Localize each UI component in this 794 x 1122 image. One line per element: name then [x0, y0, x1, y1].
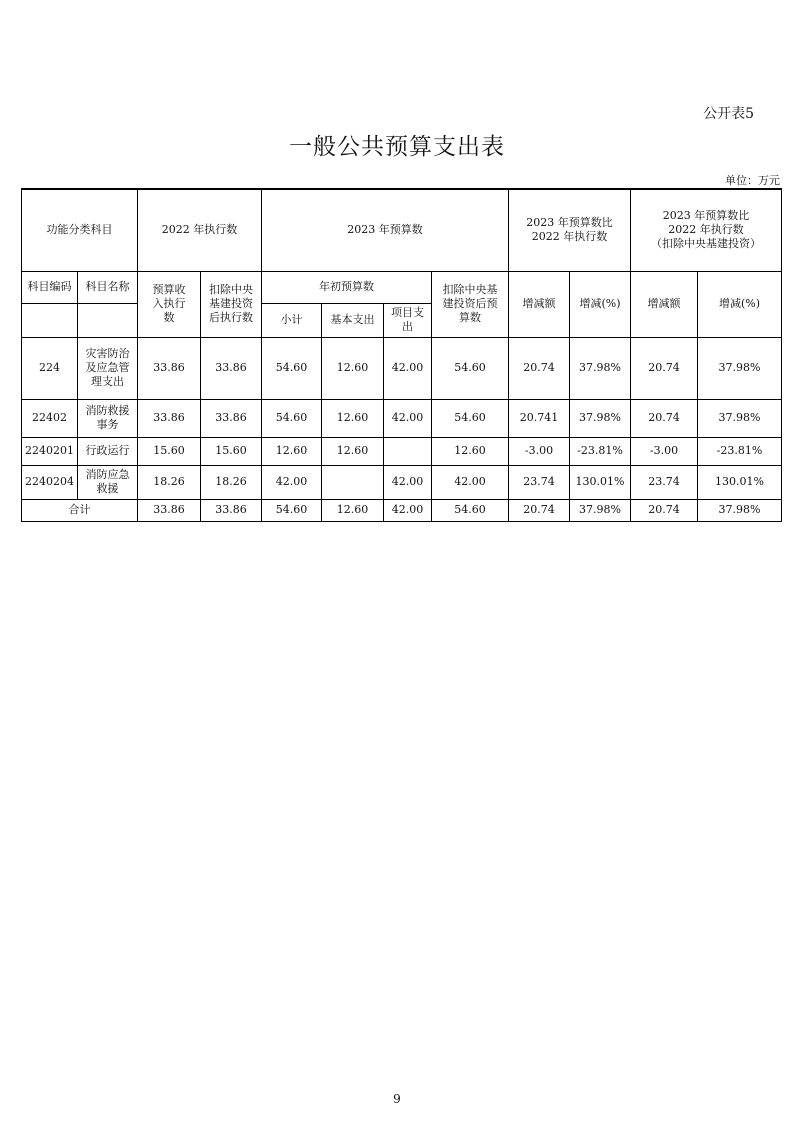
cell-value: 130.01% — [698, 465, 782, 499]
cell-value: 37.98% — [570, 399, 631, 437]
header-project-expenditure: 项目支出 — [384, 303, 432, 337]
header-compare-2022-excl: 2023 年预算数比 2022 年执行数 （扣除中央基建投资） — [631, 189, 782, 271]
header-subject-name: 科目名称 — [78, 271, 138, 303]
cell-code: 2240201 — [22, 437, 78, 465]
cell-value — [384, 437, 432, 465]
cell-value: 15.60 — [138, 437, 201, 465]
cell-value: 18.26 — [138, 465, 201, 499]
cell-value: 20.74 — [509, 499, 570, 521]
budget-expenditure-table — [21, 188, 782, 522]
cell-name: 消防救援事务 — [78, 399, 138, 437]
header-2023-budget: 2023 年预算数 — [262, 189, 509, 271]
cell-value: -3.00 — [509, 437, 570, 465]
cell-name: 灾害防治及应急管理支出 — [78, 337, 138, 399]
cell-value: -23.81% — [698, 437, 782, 465]
page-number: 9 — [393, 1092, 401, 1106]
header-blank-code — [22, 303, 78, 337]
cell-code: 2240204 — [22, 465, 78, 499]
header-budget-income-execution: 预算收入执行数 — [138, 271, 201, 337]
table-row — [22, 437, 782, 465]
cell-value: 54.60 — [262, 499, 322, 521]
table-row — [22, 399, 782, 437]
cell-value: 37.98% — [698, 337, 782, 399]
cell-value: 54.60 — [432, 399, 509, 437]
cell-value: -3.00 — [631, 437, 698, 465]
cell-value: 42.00 — [432, 465, 509, 499]
header-increase-percent-1: 增减(%) — [570, 271, 631, 337]
cell-value: 12.60 — [322, 499, 384, 521]
cell-value: 23.74 — [509, 465, 570, 499]
cell-value: 42.00 — [384, 337, 432, 399]
cell-value: 33.86 — [201, 399, 262, 437]
cell-value: 37.98% — [570, 337, 631, 399]
cell-value: 54.60 — [262, 399, 322, 437]
cell-value: 20.741 — [509, 399, 570, 437]
cell-value: 15.60 — [201, 437, 262, 465]
header-execution-excl-central: 扣除中央基建投资后执行数 — [201, 271, 262, 337]
cell-value: 12.60 — [262, 437, 322, 465]
unit-label: 单位：万元 — [725, 174, 780, 187]
cell-value: 54.60 — [262, 337, 322, 399]
cell-value: 33.86 — [201, 499, 262, 521]
cell-value: 42.00 — [384, 465, 432, 499]
cell-value — [322, 465, 384, 499]
table-row — [22, 337, 782, 399]
cell-value: 130.01% — [570, 465, 631, 499]
cell-value: 42.00 — [384, 399, 432, 437]
cell-value: 37.98% — [698, 499, 782, 521]
cell-value: 23.74 — [631, 465, 698, 499]
cell-value: 18.26 — [201, 465, 262, 499]
form-number: 公开表5 — [703, 106, 754, 122]
cell-value: -23.81% — [570, 437, 631, 465]
header-2022-execution: 2022 年执行数 — [138, 189, 262, 271]
cell-code: 224 — [22, 337, 78, 399]
header-subtotal: 小计 — [262, 303, 322, 337]
cell-name: 行政运行 — [78, 437, 138, 465]
header-increase-amount-2: 增减额 — [631, 271, 698, 337]
cell-name: 消防应急救援 — [78, 465, 138, 499]
cell-value: 12.60 — [322, 337, 384, 399]
cell-code: 22402 — [22, 399, 78, 437]
cell-value: 33.86 — [138, 499, 201, 521]
header-compare-2022: 2023 年预算数比 2022 年执行数 — [509, 189, 631, 271]
cell-value: 33.86 — [201, 337, 262, 399]
header-subject-code: 科目编码 — [22, 271, 78, 303]
cell-value: 20.74 — [631, 337, 698, 399]
cell-value: 42.00 — [262, 465, 322, 499]
header-increase-percent-2: 增减(%) — [698, 271, 782, 337]
header-blank-name — [78, 303, 138, 337]
cell-value: 37.98% — [570, 499, 631, 521]
header-budget-excl-central: 扣除中央基建投资后预算数 — [432, 271, 509, 337]
cell-value: 12.60 — [322, 399, 384, 437]
table-row — [22, 465, 782, 499]
cell-value: 12.60 — [322, 437, 384, 465]
cell-value: 20.74 — [631, 499, 698, 521]
cell-value: 33.86 — [138, 399, 201, 437]
cell-value: 33.86 — [138, 337, 201, 399]
header-functional-classification: 功能分类科目 — [22, 189, 138, 271]
total-label: 合计 — [22, 499, 138, 521]
header-basic-expenditure: 基本支出 — [322, 303, 384, 337]
header-initial-budget: 年初预算数 — [262, 271, 432, 303]
cell-value: 37.98% — [698, 399, 782, 437]
cell-value: 20.74 — [509, 337, 570, 399]
cell-value: 54.60 — [432, 499, 509, 521]
header-increase-amount-1: 增减额 — [509, 271, 570, 337]
cell-value: 42.00 — [384, 499, 432, 521]
cell-value: 12.60 — [432, 437, 509, 465]
page-title: 一般公共预算支出表 — [289, 134, 505, 160]
total-row — [22, 499, 782, 521]
cell-value: 54.60 — [432, 337, 509, 399]
cell-value: 20.74 — [631, 399, 698, 437]
